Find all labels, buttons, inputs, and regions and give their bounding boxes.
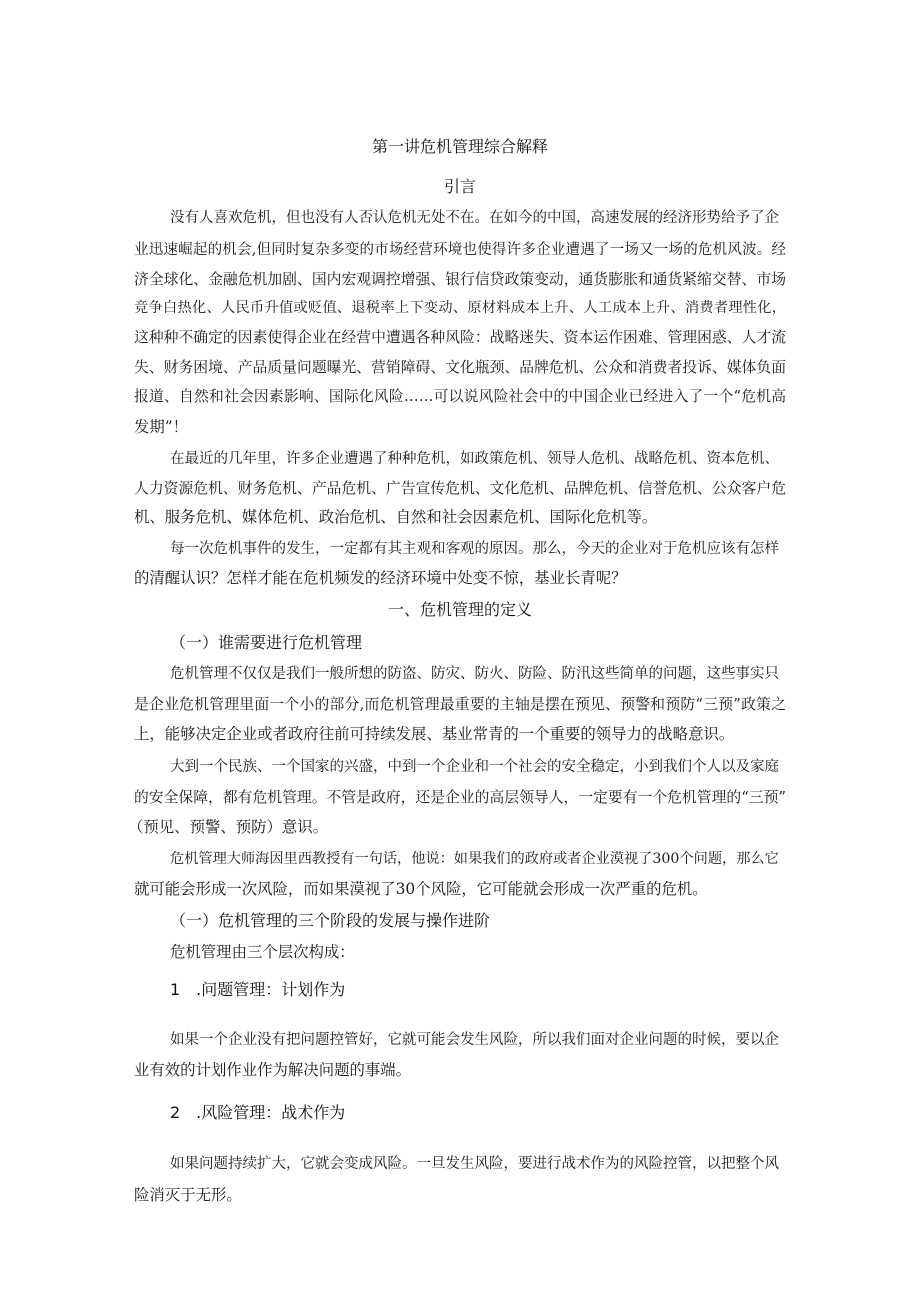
intro-p1-line-8: 发期”！ [134,418,189,436]
item2-p-line-2: 险消灭于无形。 [134,1186,242,1204]
s1-p1-line-2: 是企业危机管理里面一个小的部分,而危机管理最重要的主轴是摆在预见、预警和预防“三预”政策之 [134,696,786,713]
s1-p3-line-1: 危机管理大师海因里西教授有一句话，他说：如果我们的政府或者企业漠视了300个问题，那么它 [170,851,779,867]
item2-p-line-1: 如果问题持续扩大，它就会变成风险。一旦发生风险，要进行战术作为的风险控管，以把整个风 [170,1156,779,1172]
intro-heading: 引言 [443,177,476,196]
s1-p1-line-1: 危机管理不仅仅是我们一般所想的防盗、防灾、防火、防险、防汛这些简单的问题，这些事实只 [170,666,779,682]
document-title: 第一讲危机管理综合解释 [371,137,548,156]
intro-p3-line-1: 每一次危机事件的发生，一定都有其主观和客观的原因。那么，今天的企业对于危机应该有怎样 [170,541,779,557]
subsection-heading: （一）谁需要进行危机管理 [170,633,363,652]
s1-p1-line-3: 上，能够决定企业或者政府往前可持续发展、基业常青的一个重要的领导力的战略意识。 [134,725,735,743]
intro-p2-line-2: 人力资源危机、财务危机、产品危机、广告宣传危机、文化危机、品牌危机、信誉危机、公众客户危 [134,480,786,497]
intro-p1-line-4: 竞争白热化、人民币升值或贬值、退税率上下变动、原材料成本上升、人工成本上升、消费者理性化， [134,300,786,316]
s2-intro: 危机管理由三个层次构成： [170,943,355,961]
subsection-heading: （一）危机管理的三个阶段的发展与操作进阶 [170,911,491,930]
s1-p2-line-2: 的安全保障，都有危机管理。不管是政府，还是企业的高层领导人，一定要有一个危机管理的“三预” [134,789,786,806]
intro-p1-line-6: 失、财务困境、产品质量问题曝光、营销障碍、文化瓶颈、品牌危机、公众和消费者投诉、媒体负面 [134,359,786,376]
intro-p2-line-3: 机、服务危机、媒体危机、政治危机、自然和社会因素危机、国际化危机等。 [134,508,658,526]
section-heading: 一、危机管理的定义 [387,600,532,619]
list-item-heading: 1 .问题管理：计划作为 [170,980,346,999]
intro-p1-line-7: 报道、自然和社会因素影响、国际化风险……可以说风险社会中的中国企业已经进入了一个“危机高 [134,388,786,405]
s1-p2-line-1: 大到一个民族、一个国家的兴盛，中到一个企业和一个社会的安全稳定，小到我们个人以及家庭 [170,759,779,775]
item1-p-line-2: 业有效的计划作业作为解决问题的事端。 [134,1061,412,1079]
intro-p1-line-1: 没有人喜欢危机，但也没有人否认危机无处不在。在如今的中国，高速发展的经济形势给予了企 [170,210,779,226]
list-item-heading: 2 .风险管理：战术作为 [170,1103,346,1122]
s1-p3-line-2: 就可能会形成一次风险，而如果漠视了30个风险，它可能就会形成一次严重的危机。 [134,880,708,898]
intro-p2-line-1: 在最近的几年里，许多企业遭遇了种种危机，如政策危机、领导人危机、战略危机、资本危机、 [170,451,779,467]
s1-p2-line-3: （预见、预警、预防）意识。 [128,818,329,836]
intro-p3-line-2: 的清醒认识？怎样才能在危机频发的经济环境中处变不惊，基业长青呢？ [134,569,627,587]
intro-p1-line-5: 这种种不确定的因素使得企业在经营中遭遇各种风险：战略迷失、资本运作困难、管理困惑、人才流 [134,329,786,346]
intro-p1-line-2: 业迅速崛起的机会,但同时复杂多变的市场经营环境也使得许多企业遭遇了一场又一场的危机风波。经 [134,242,786,258]
item1-p-line-1: 如果一个企业没有把问题控管好，它就可能会发生风险，所以我们面对企业问题的时候，要以企 [170,1032,779,1048]
intro-p1-line-3: 济全球化、金融危机加剧、国内宏观调控增强、银行信贷政策变动，通货膨胀和通货紧缩交替、市场 [134,271,786,288]
